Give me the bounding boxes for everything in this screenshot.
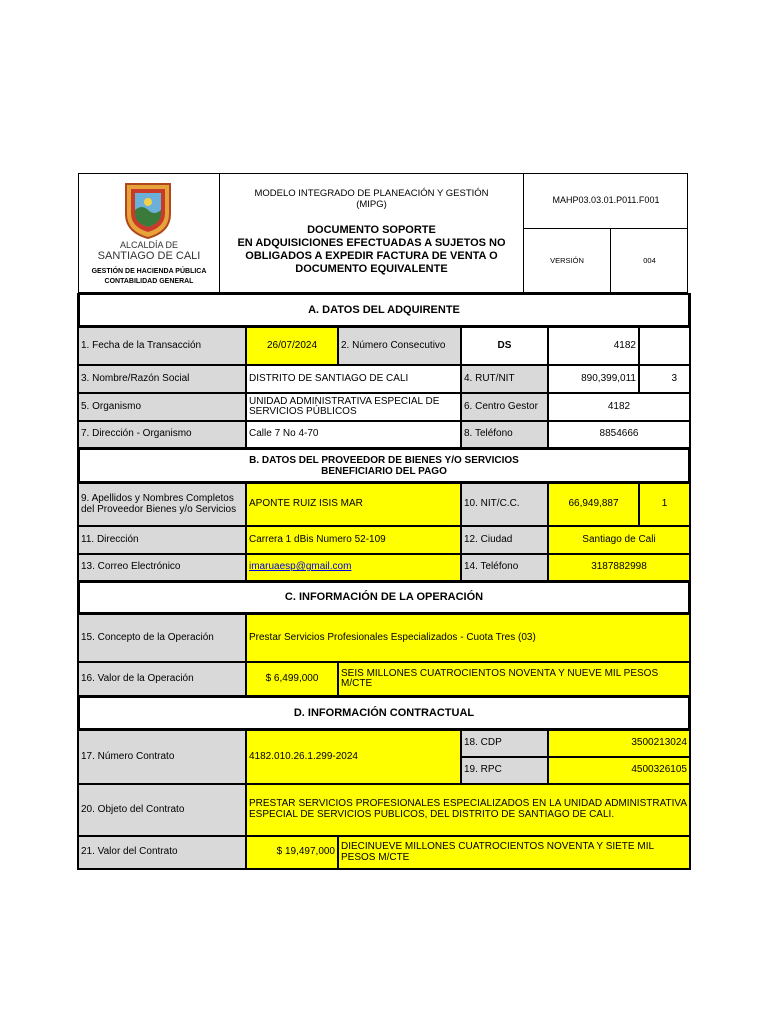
section-d-title: D. INFORMACIÓN CONTRACTUAL [78,696,690,730]
concepto-label: 15. Concepto de la Operación [78,614,246,662]
cdp-value: 3500213024 [548,730,690,757]
telefono-organismo-label: 8. Teléfono [461,421,548,448]
rut-label: 4. RUT/NIT [461,365,548,393]
section-b-title [78,448,690,483]
version-label: VERSIÓN [550,256,584,265]
consecutivo-extra [639,327,690,365]
consecutivo-value: 4182 [548,327,639,365]
nombre-value: DISTRITO DE SANTIAGO DE CALI [246,365,461,393]
rut-dv: 3 [639,365,690,393]
model-line-2: (MIPG) [356,199,387,210]
header-divider-3 [523,228,688,229]
objeto-value: PRESTAR SERVICIOS PROFESIONALES ESPECIALIZADOS EN LA UNIDAD ADMINISTRATIVA ESPECIAL DE SERVICIOS PUBLICOS, DEL DISTRITO DE SANTIAGO DE CALI. [249,798,687,820]
objeto-label: 20. Objeto del Contrato [78,784,246,836]
version-value: 004 [643,256,656,265]
rpc-label: 19. RPC [461,757,548,784]
centro-label: 6. Centro Gestor [461,393,548,421]
header-divider-2 [523,173,524,293]
city-shield-logo [122,180,174,240]
organismo-label: 5. Organismo [78,393,246,421]
contrato-value: 4182.010.26.1.299-2024 [246,730,461,784]
valor-contrato-letras: DIECINUEVE MILLONES CUATROCIENTOS NOVENTA Y SIETE MIL PESOS M/CTE [338,836,690,869]
section-b-title-1: B. DATOS DEL PROVEEDOR DE BIENES Y/O SERVICIOS [249,454,519,466]
doc-title-3: OBLIGADOS A EXPEDIR FACTURA DE VENTA O [245,250,498,262]
direccion-organismo-label: 7. Dirección - Organismo [78,421,246,448]
section-a-title: A. DATOS DEL ADQUIRENTE [78,293,690,327]
direccion-organismo-value: Calle 7 No 4-70 [246,421,461,448]
doc-title-2: EN ADQUISICIONES EFECTUADAS A SUJETOS NO [237,237,506,249]
direccion-proveedor-label: 11. Dirección [78,526,246,554]
document-code: MAHP03.03.01.P011.F001 [552,195,660,205]
section-b-title-2: BENEFICIARIO DEL PAGO [321,465,447,477]
rut-value: 890,399,011 [548,365,639,393]
nit-dv: 1 [639,483,690,526]
consecutivo-label: 2. Número Consecutivo [338,327,461,365]
section-c-title: C. INFORMACIÓN DE LA OPERACIÓN [78,581,690,614]
correo-label: 13. Correo Electrónico [78,554,246,581]
consecutivo-prefix: DS [461,327,548,365]
centro-value: 4182 [548,393,690,421]
email-link[interactable]: imaruaesp@gmail.com [249,561,352,573]
fecha-value: 26/07/2024 [246,327,338,365]
valor-operacion-label: 16. Valor de la Operación [78,662,246,696]
ciudad-label: 12. Ciudad [461,526,548,554]
rpc-value: 4500326105 [548,757,690,784]
correo-cell [246,554,461,581]
nombres-label: 9. Apellidos y Nombres Completos del Proveedor Bienes y/o Servicios [78,483,246,526]
valor-operacion-letras: SEIS MILLONES CUATROCIENTOS NOVENTA Y NUEVE MIL PESOS M/CTE [338,662,690,696]
city-label-2: SANTIAGO DE CALI [97,250,201,262]
city-label-1: ALCALDÍA DE [119,240,179,250]
ciudad-value: Santiago de Cali [548,526,690,554]
valor-contrato-value: $ 19,497,000 [246,836,338,869]
telefono-proveedor-value: 3187882998 [548,554,690,581]
fecha-label: 1. Fecha de la Transacción [78,327,246,365]
model-line-1: MODELO INTEGRADO DE PLANEACIÓN Y GESTIÓN [254,188,489,199]
objeto-value-cell [246,784,690,836]
cdp-label: 18. CDP [461,730,548,757]
telefono-organismo-value: 8854666 [548,421,690,448]
valor-contrato-label: 21. Valor del Contrato [78,836,246,869]
concepto-value: Prestar Servicios Profesionales Especializados - Cuota Tres (03) [246,614,690,662]
telefono-proveedor-label: 14. Teléfono [461,554,548,581]
dept-line-1: GESTIÓN DE HACIENDA PÚBLICA [91,268,207,275]
contrato-label: 17. Número Contrato [78,730,246,784]
organismo-value: UNIDAD ADMINISTRATIVA ESPECIAL DE SERVICIOS PÚBLICOS [246,393,461,421]
nit-value: 66,949,887 [548,483,639,526]
direccion-proveedor-value: Carrera 1 dBis Numero 52-109 [246,526,461,554]
nombres-value: APONTE RUIZ ISIS MAR [246,483,461,526]
doc-title-4: DOCUMENTO EQUIVALENTE [295,263,448,275]
nombre-label: 3. Nombre/Razón Social [78,365,246,393]
valor-operacion-value: $ 6,499,000 [246,662,338,696]
dept-line-2: CONTABILIDAD GENERAL [104,278,194,285]
doc-title-1: DOCUMENTO SOPORTE [307,224,436,236]
nit-label: 10. NIT/C.C. [461,483,548,526]
